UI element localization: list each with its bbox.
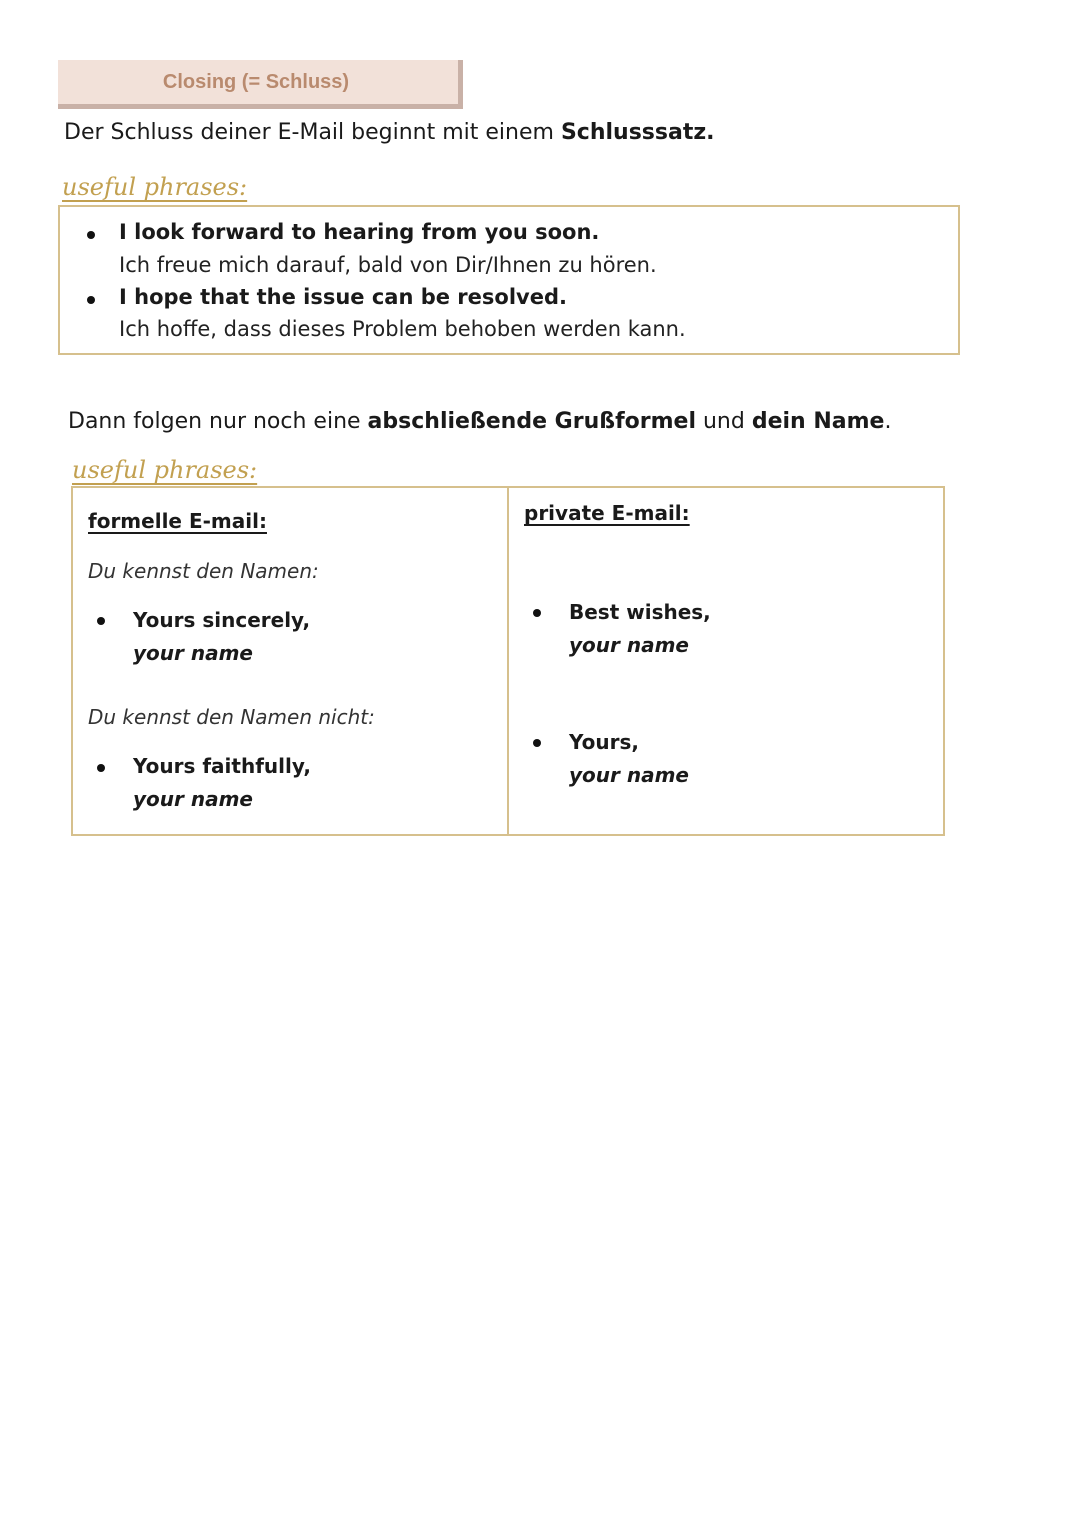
closing-instruction-text: Dann folgen nur noch eine [68, 409, 368, 434]
closing-name: your name [133, 641, 253, 665]
phrase-english: I look forward to hearing from you soon. [119, 220, 600, 244]
bullet-icon [533, 609, 541, 617]
bullet-icon [97, 617, 105, 625]
bullet-icon [87, 231, 95, 239]
private-heading: private E-mail: [524, 501, 690, 525]
table-divider [507, 486, 509, 836]
closing-phrase: Best wishes, [569, 600, 711, 624]
useful-phrases-label-2: useful phrases: [72, 456, 258, 484]
closing-phrase: Yours faithfully, [133, 754, 311, 778]
closing-phrase: Yours sincerely, [133, 608, 311, 632]
intro-sentence [64, 120, 715, 145]
closing-name: your name [569, 633, 689, 657]
known-name-note: Du kennst den Namen: [88, 559, 319, 583]
closing-instruction-text: und [696, 409, 752, 434]
closing-instruction-bold: abschließende Grußformel [367, 409, 696, 434]
bullet-icon [87, 296, 95, 304]
closing-instruction-text: . [884, 409, 892, 434]
closing-instruction [68, 409, 891, 434]
closing-name: your name [133, 787, 253, 811]
phrase-german: Ich hoffe, dass dieses Problem behoben werden kann. [119, 317, 686, 341]
unknown-name-note: Du kennst den Namen nicht: [88, 705, 375, 729]
phrases-box [58, 205, 960, 355]
intro-text: Der Schluss deiner E-Mail beginnt mit einem [64, 120, 561, 145]
closing-name: your name [569, 763, 689, 787]
section-label-box [58, 60, 463, 109]
closing-instruction-bold: dein Name [751, 409, 885, 434]
phrase-german: Ich freue mich darauf, bald von Dir/Ihnen zu hören. [119, 253, 657, 277]
useful-phrases-label-1: useful phrases: [62, 173, 248, 201]
formal-heading: formelle E-mail: [88, 509, 267, 533]
section-label: Closing (= Schluss) [162, 70, 350, 93]
closing-phrase: Yours, [569, 730, 639, 754]
bullet-icon [533, 739, 541, 747]
bullet-icon [97, 764, 105, 772]
intro-bold: Schlusssatz. [560, 120, 715, 145]
phrase-english: I hope that the issue can be resolved. [119, 285, 567, 309]
